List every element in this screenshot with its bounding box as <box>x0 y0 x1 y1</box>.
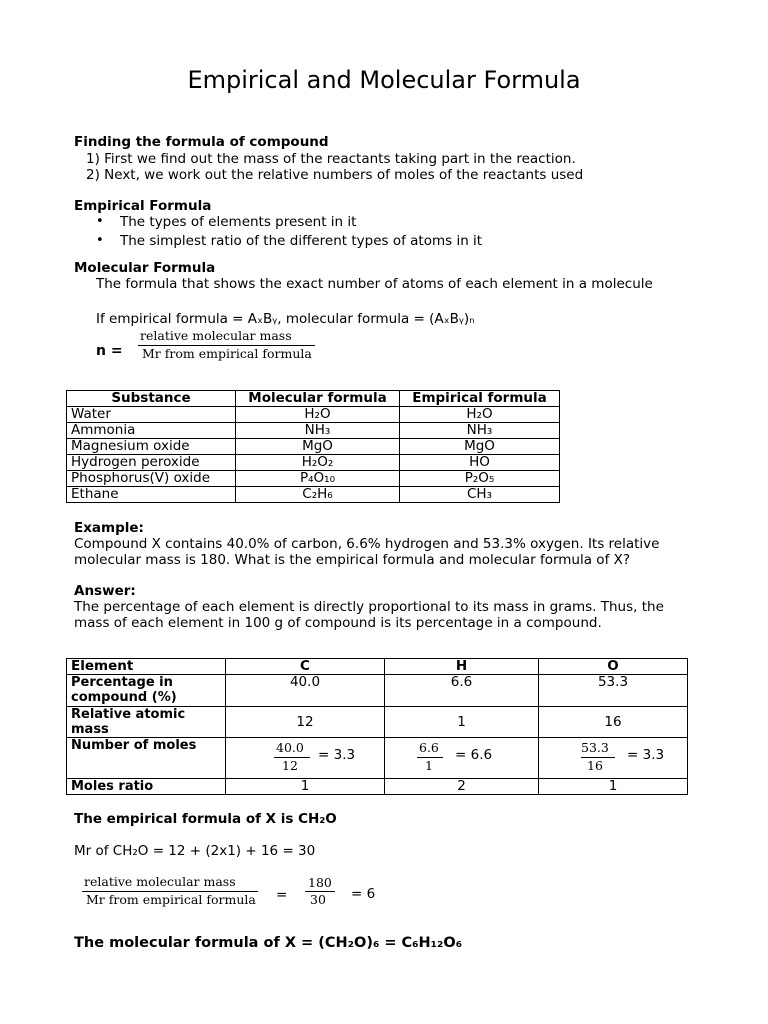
calc-equals: = <box>276 887 288 903</box>
formula-table <box>66 390 560 503</box>
table-row <box>67 439 560 455</box>
table-cell <box>385 738 539 779</box>
table-cell: Phosphorus(V) oxide <box>67 471 236 487</box>
table-cell: H₂O <box>236 407 400 423</box>
calc-den2: 30 <box>310 892 326 907</box>
bullet-icon: • <box>96 214 104 229</box>
table-cell: 40.0 <box>226 675 385 707</box>
answer-line-1: The percentage of each element is directly proportional to its mass in grams. Thus, the <box>74 599 664 615</box>
example-line-2: molecular mass is 180. What is the empirical formula and molecular formula of X? <box>74 552 631 568</box>
fraction-numerator: 6.6 <box>419 740 439 755</box>
table-cell: 53.3 <box>539 675 688 707</box>
table-cell: Water <box>67 407 236 423</box>
table-cell: 1 <box>385 707 539 738</box>
table-header: C <box>226 659 385 675</box>
table-cell: MgO <box>400 439 560 455</box>
table-cell <box>539 738 688 779</box>
molecular-heading: Molecular Formula <box>74 260 216 276</box>
table-row <box>67 455 560 471</box>
table-header: O <box>539 659 688 675</box>
finding-heading: Finding the formula of compound <box>74 134 329 150</box>
table-cell: NH₃ <box>400 423 560 439</box>
mr-line: Mr of CH₂O = 12 + (2x1) + 16 = 30 <box>74 843 316 859</box>
molecular-result: The molecular formula of X = (CH₂O)₆ = C₆H₁₂O₆ <box>74 935 463 951</box>
molecular-if-line: If empirical formula = AₓBᵧ, molecular formula = (AₓBᵧ)ₙ <box>96 311 475 327</box>
table-cell <box>226 738 385 779</box>
calc-numerator: relative molecular mass <box>84 874 236 889</box>
table-header: Substance <box>67 391 236 407</box>
table-cell: P₂O₅ <box>400 471 560 487</box>
empirical-bullet-1: The types of elements present in it <box>120 214 357 230</box>
bullet-icon: • <box>96 233 104 248</box>
table-cell: Magnesium oxide <box>67 439 236 455</box>
row-label: Number of moles <box>67 738 226 779</box>
row-label: Relative atomic mass <box>67 707 226 738</box>
row-label: Percentage in compound (%) <box>67 675 226 707</box>
empirical-bullet-2: The simplest ratio of the different types of atoms in it <box>120 233 483 249</box>
table-row <box>67 707 688 738</box>
table-cell: 1 <box>226 779 385 795</box>
table-cell: NH₃ <box>236 423 400 439</box>
fraction-result: = 6.6 <box>455 747 493 763</box>
table-header-row <box>67 391 560 407</box>
answer-heading: Answer: <box>74 583 136 599</box>
fraction-denominator: 16 <box>587 758 603 773</box>
calculation-table <box>66 658 688 795</box>
table-cell: Hydrogen peroxide <box>67 455 236 471</box>
molecular-definition: The formula that shows the exact number of atoms of each element in a molecule <box>96 276 653 292</box>
table-header-row <box>67 659 688 675</box>
table-cell: 16 <box>539 707 688 738</box>
table-cell: Ethane <box>67 487 236 503</box>
fraction-result: = 3.3 <box>318 747 356 763</box>
empirical-result: The empirical formula of X is CH₂O <box>74 811 337 827</box>
finding-step-1: 1) First we find out the mass of the reactants taking part in the reaction. <box>86 151 576 167</box>
table-cell: 12 <box>226 707 385 738</box>
fraction-result: = 3.3 <box>627 747 665 763</box>
table-cell: 1 <box>539 779 688 795</box>
table-cell: C₂H₆ <box>236 487 400 503</box>
table-cell: H₂O₂ <box>236 455 400 471</box>
n-denominator: Mr from empirical formula <box>142 346 312 361</box>
table-header: Element <box>67 659 226 675</box>
n-numerator: relative molecular mass <box>140 328 292 343</box>
table-row <box>67 779 688 795</box>
fraction-numerator: 53.3 <box>581 740 609 755</box>
finding-step-2: 2) Next, we work out the relative numbers of moles of the reactants used <box>86 167 584 183</box>
fraction-numerator: 40.0 <box>276 740 304 755</box>
table-cell: P₄O₁₀ <box>236 471 400 487</box>
table-cell: Ammonia <box>67 423 236 439</box>
table-header: Empirical formula <box>400 391 560 407</box>
empirical-heading: Empirical Formula <box>74 198 212 214</box>
table-header: Molecular formula <box>236 391 400 407</box>
table-cell: H₂O <box>400 407 560 423</box>
table-row <box>67 423 560 439</box>
table-cell: CH₃ <box>400 487 560 503</box>
table-cell: 2 <box>385 779 539 795</box>
page-title: Empirical and Molecular Formula <box>187 66 581 94</box>
table-row <box>67 407 560 423</box>
table-row <box>67 487 560 503</box>
table-row <box>67 471 560 487</box>
table-cell: 6.6 <box>385 675 539 707</box>
row-label: Moles ratio <box>67 779 226 795</box>
fraction-denominator: 12 <box>282 758 298 773</box>
fraction-denominator: 1 <box>425 758 433 773</box>
example-heading: Example: <box>74 520 144 536</box>
table-cell: MgO <box>236 439 400 455</box>
calc-denominator: Mr from empirical formula <box>86 892 256 907</box>
calc-num2: 180 <box>308 875 332 890</box>
table-cell: HO <box>400 455 560 471</box>
n-label: n = <box>96 343 123 359</box>
table-row <box>67 738 688 779</box>
table-header: H <box>385 659 539 675</box>
answer-line-2: mass of each element in 100 g of compound is its percentage in a compound. <box>74 615 602 631</box>
calc-result: = 6 <box>351 886 376 902</box>
example-line-1: Compound X contains 40.0% of carbon, 6.6% hydrogen and 53.3% oxygen. Its relative <box>74 536 660 552</box>
table-row <box>67 675 688 707</box>
